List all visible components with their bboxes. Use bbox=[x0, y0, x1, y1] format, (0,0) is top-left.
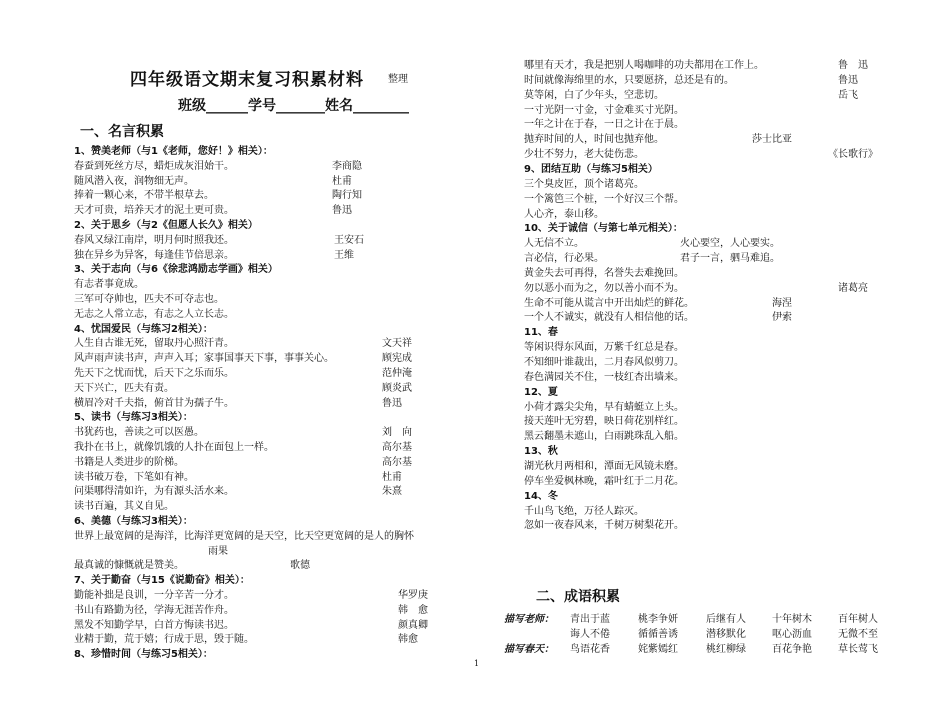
quote-line: 风声雨声读书声，声声入耳；家事国事天下事，事事关心。 bbox=[74, 353, 334, 365]
quote-author: 顾宪成 bbox=[382, 353, 412, 365]
quote-line: 勤能补拙是良训，一分辛苦一分才。 bbox=[74, 590, 234, 601]
page-title: 四年级语文期末复习积累材料 bbox=[130, 70, 364, 90]
quote-heading: 12、夏 bbox=[524, 386, 558, 398]
quote-line: 我扑在书上，就像饥饿的人扑在面包上一样。 bbox=[74, 442, 274, 453]
quote-line: 业精于勤，荒于嬉；行成于思，毁于随。 bbox=[74, 634, 254, 646]
quote-author: 李商隐 bbox=[332, 160, 362, 172]
quote-author: 文天祥 bbox=[382, 338, 412, 350]
idiom-item: 百花争艳 bbox=[772, 644, 812, 655]
quote-author: 高尔基 bbox=[382, 456, 412, 468]
quote-heading: 14、冬 bbox=[524, 490, 558, 502]
quote-line: 春色满园关不住，一枝红杏出墙来。 bbox=[524, 371, 684, 383]
quote-line: 人生自古谁无死，留取丹心照汗青。 bbox=[74, 338, 234, 350]
quote-line: 人心齐，泰山移。 bbox=[524, 208, 604, 220]
quote-line: 天才可贵，培养天才的泥土更可贵。 bbox=[74, 205, 234, 217]
quote-heading: 2、关于思乡（与2《但愿人长久》相关） bbox=[74, 220, 258, 231]
quote-line: 等闲识得东风面，万紫千红总是春。 bbox=[524, 342, 684, 354]
quote-line: 先天下之忧而忧，后天下之乐而乐。 bbox=[74, 368, 234, 379]
idiom-item: 十年树木 bbox=[772, 614, 812, 625]
idiom-item: 桃李争妍 bbox=[638, 614, 678, 625]
quote-line: 湖光秋月两相和，潭面无风镜未磨。 bbox=[524, 460, 684, 472]
quote-author: 火心要空，人心要实。 bbox=[680, 238, 780, 250]
quote-line: 抛弃时间的人，时间也抛弃他。 bbox=[524, 134, 664, 146]
quote-line: 雨果 bbox=[208, 545, 228, 557]
quote-author: 高尔基 bbox=[382, 442, 412, 453]
quote-line: 有志者事竟成。 bbox=[74, 279, 144, 291]
quote-line: 世界上最宽阔的是海洋，比海洋更宽阔的是天空，比天空更宽阔的是人的胸怀 bbox=[74, 530, 414, 542]
quote-line: 莫等闲，白了少年头，空悲切。 bbox=[524, 89, 664, 101]
quote-author: 华罗庚 bbox=[398, 590, 428, 601]
quote-line: 书犹药也，善读之可以医愚。 bbox=[74, 427, 204, 439]
idiom-item: 潜移默化 bbox=[706, 629, 746, 640]
quote-line: 忽如一夜春风来，千树万树梨花开。 bbox=[524, 520, 684, 532]
idiom-label-teacher: 描写老师： bbox=[504, 614, 554, 625]
quote-author: 岳飞 bbox=[838, 89, 858, 101]
quote-author: 杜甫 bbox=[332, 175, 352, 187]
quote-line: 生命不可能从谎言中开出灿烂的鲜花。 bbox=[524, 297, 694, 309]
quote-line: 千山鸟飞绝，万径人踪灭。 bbox=[524, 505, 644, 517]
quote-author: 鲁 迅 bbox=[838, 60, 868, 71]
idiom-item: 后继有人 bbox=[706, 614, 746, 625]
quote-line: 无志之人常立志，有志之人立长志。 bbox=[74, 308, 234, 320]
quote-line: 横眉冷对千夫指，俯首甘为孺子牛。 bbox=[74, 397, 234, 409]
quote-author: 颜真卿 bbox=[398, 619, 428, 631]
quote-heading: 5、读书（与练习3相关）： bbox=[74, 412, 193, 424]
quote-heading: 10、关于诚信（与第七单元相关）： bbox=[524, 223, 683, 235]
quote-line: 黑云翻墨未遮山，白雨跳珠乱入船。 bbox=[524, 431, 684, 443]
idiom-item: 桃红柳绿 bbox=[706, 644, 746, 655]
quote-heading: 1、赞美老师（与1《老师，您好！》相关）： bbox=[74, 146, 273, 157]
quote-heading: 11、春 bbox=[524, 327, 558, 339]
quote-heading: 9、团结互助（与练习5相关） bbox=[524, 163, 658, 175]
quote-heading: 3、关于志向（与6《徐悲鸿励志学画》相关） bbox=[74, 264, 278, 276]
quote-line: 三军可夺帅也，匹夫不可夺志也。 bbox=[74, 294, 224, 305]
idiom-item: 青出于蓝 bbox=[570, 614, 610, 625]
quote-author: 刘 向 bbox=[382, 427, 412, 439]
quote-line: 一年之计在于春，一日之计在于晨。 bbox=[524, 119, 684, 131]
quote-line: 时间就像海绵里的水，只要愿挤，总还是有的。 bbox=[524, 74, 734, 86]
quote-author: 韩愈 bbox=[398, 634, 418, 646]
quote-author: 《长歌行》 bbox=[828, 149, 878, 161]
quote-line: 读书百遍，其义自见。 bbox=[74, 501, 174, 513]
quote-author: 鲁迅 bbox=[332, 205, 352, 217]
quote-line: 勿以恶小而为之，勿以善小而不为。 bbox=[524, 282, 684, 294]
quote-line: 小荷才露尖尖角，早有蜻蜓立上头。 bbox=[524, 401, 684, 413]
quote-line: 不知细叶谁裁出，二月春风似剪刀。 bbox=[524, 357, 684, 368]
quote-line: 最真诚的慷慨就是赞美。 bbox=[74, 560, 184, 572]
quote-author: 鲁迅 bbox=[838, 74, 858, 86]
idiom-item: 无微不至 bbox=[838, 629, 878, 640]
quote-author: 杜甫 bbox=[382, 471, 402, 483]
quote-line: 随风潜入夜，润物细无声。 bbox=[74, 175, 194, 187]
quote-author: 诸葛亮 bbox=[838, 282, 868, 294]
quote-line: 读书破万卷，下笔如有神。 bbox=[74, 471, 194, 483]
idiom-item: 草长莺飞 bbox=[838, 644, 878, 655]
quote-heading: 8、珍惜时间（与练习5相关）： bbox=[74, 649, 213, 661]
idiom-label-spring: 描写春天： bbox=[504, 644, 554, 655]
quote-heading: 4、忧国爱民（与练习2相关）： bbox=[74, 323, 213, 335]
quote-heading: 6、美德（与练习3相关）： bbox=[74, 516, 193, 527]
idiom-item: 百年树人 bbox=[838, 614, 878, 625]
quote-heading: 13、秋 bbox=[524, 446, 558, 458]
quote-author: 陶行知 bbox=[332, 190, 362, 202]
quote-line: 黑发不知勤学早，白首方悔读书迟。 bbox=[74, 619, 234, 631]
idiom-item: 循循善诱 bbox=[638, 629, 678, 640]
quote-author: 鲁迅 bbox=[382, 397, 402, 409]
quote-author: 范仲淹 bbox=[382, 368, 412, 379]
title-note: 整理 bbox=[388, 74, 408, 85]
idiom-item: 鸟语花香 bbox=[570, 644, 610, 655]
quote-author: 莎士比亚 bbox=[752, 134, 792, 146]
quote-line: 一个篱笆三个桩，一个好汉三个帮。 bbox=[524, 193, 684, 205]
idiom-item: 姹紫嫣红 bbox=[638, 644, 678, 655]
quote-line: 春风又绿江南岸，明月何时照我还。 bbox=[74, 234, 234, 246]
quote-author: 君子一言，驷马难追。 bbox=[680, 253, 780, 265]
quote-line: 人无信不立。 bbox=[524, 238, 584, 250]
quote-line: 停车坐爱枫林晚，霜叶红于二月花。 bbox=[524, 475, 684, 487]
quote-line: 一寸光阴一寸金，寸金难买寸光阴。 bbox=[524, 104, 684, 116]
quote-line: 捧着一颗心来，不带半根草去。 bbox=[74, 190, 214, 202]
page-number: 1 bbox=[474, 659, 480, 668]
class-info-line: 班级______学号_______姓名________ bbox=[178, 98, 409, 114]
quote-author: 歌德 bbox=[290, 560, 310, 572]
section-heading-idioms: 二、成语积累 bbox=[536, 589, 620, 605]
quote-author: 伊索 bbox=[772, 312, 792, 324]
quote-line: 书山有路勤为径，学海无涯苦作舟。 bbox=[74, 604, 234, 616]
quote-line: 黄金失去可再得，名誉失去难挽回。 bbox=[524, 267, 684, 279]
quote-line: 独在异乡为异客，每逢佳节倍思亲。 bbox=[74, 249, 234, 261]
quote-author: 朱熹 bbox=[382, 486, 402, 498]
quote-author: 顾炎武 bbox=[382, 382, 412, 394]
quote-line: 一个人不诚实，就没有人相信他的话。 bbox=[524, 312, 694, 324]
quote-line: 书籍是人类进步的阶梯。 bbox=[74, 456, 184, 468]
quote-author: 王维 bbox=[334, 249, 354, 261]
quote-author: 王安石 bbox=[334, 234, 364, 246]
section-heading-quotes: 一、名言积累 bbox=[80, 124, 164, 140]
quote-line: 问渠哪得清如许，为有源头活水来。 bbox=[74, 486, 234, 498]
quote-author: 韩 愈 bbox=[398, 604, 428, 616]
quote-line: 哪里有天才，我是把别人喝咖啡的功夫都用在工作上。 bbox=[524, 60, 764, 71]
idiom-item: 呕心沥血 bbox=[772, 629, 812, 640]
quote-line: 言必信，行必果。 bbox=[524, 253, 604, 265]
quote-author: 海涅 bbox=[772, 297, 792, 309]
quote-line: 接天莲叶无穷碧，映日荷花别样红。 bbox=[524, 416, 684, 428]
quote-line: 春蚕到死丝方尽，蜡炬成灰泪始干。 bbox=[74, 160, 234, 172]
quote-heading: 7、关于勤奋（与15《说勤奋》相关）： bbox=[74, 575, 250, 587]
quote-line: 三个臭皮匠，顶个诸葛亮。 bbox=[524, 178, 644, 190]
idiom-item: 诲人不倦 bbox=[570, 629, 610, 640]
quote-line: 天下兴亡，匹夫有责。 bbox=[74, 382, 174, 394]
quote-line: 少壮不努力，老大徒伤悲。 bbox=[524, 149, 644, 161]
